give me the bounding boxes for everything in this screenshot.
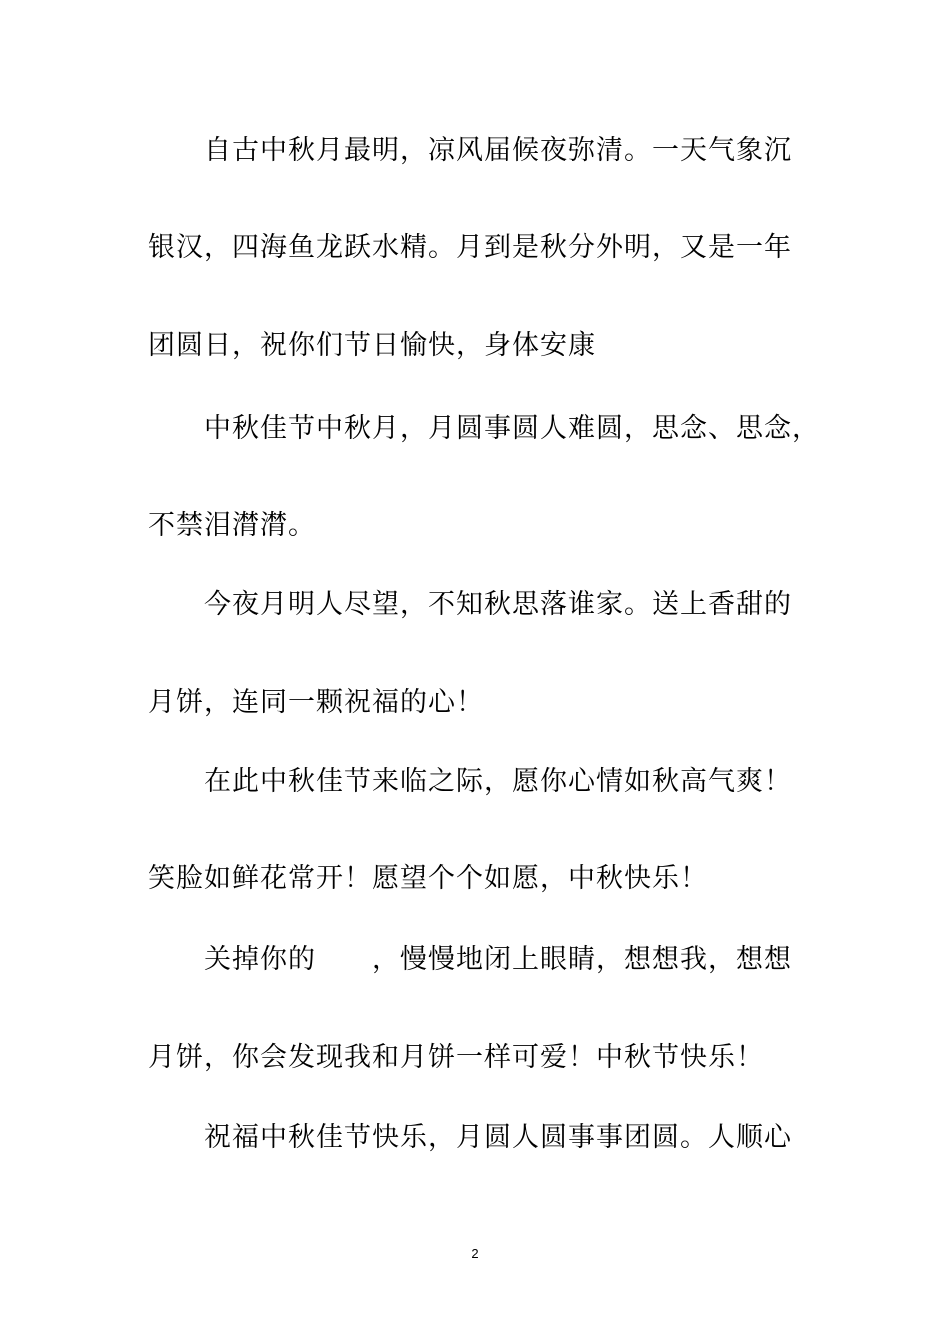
text-line-6: 今夜月明人尽望，不知秋思落谁家。送上香甜的 xyxy=(204,589,792,620)
text-line-12: 祝福中秋佳节快乐，月圆人圆事事团圆。人顺心 xyxy=(204,1122,792,1153)
text-line-1: 自古中秋月最明，凉风届候夜弥清。一天气象沉 xyxy=(204,135,792,166)
text-line-10: 关掉你的 ，慢慢地闭上眼睛，想想我，想想 xyxy=(204,944,792,975)
text-line-3: 团圆日，祝你们节日愉快，身体安康 xyxy=(148,330,596,361)
text-line-7: 月饼，连同一颗祝福的心！ xyxy=(148,687,484,718)
text-line-2: 银汉，四海鱼龙跃水精。月到是秋分外明，又是一年 xyxy=(148,232,792,263)
text-line-9: 笑脸如鲜花常开！愿望个个如愿，中秋快乐！ xyxy=(148,863,708,894)
text-line-4: 中秋佳节中秋月，月圆事圆人难圆，思念、思念， xyxy=(204,413,820,444)
text-line-5: 不禁泪潸潸。 xyxy=(148,510,316,541)
page-number: 2 xyxy=(471,1246,479,1261)
text-line-11: 月饼，你会发现我和月饼一样可爱！中秋节快乐！ xyxy=(148,1042,764,1073)
text-line-8: 在此中秋佳节来临之际，愿你心情如秋高气爽！ xyxy=(204,766,792,797)
